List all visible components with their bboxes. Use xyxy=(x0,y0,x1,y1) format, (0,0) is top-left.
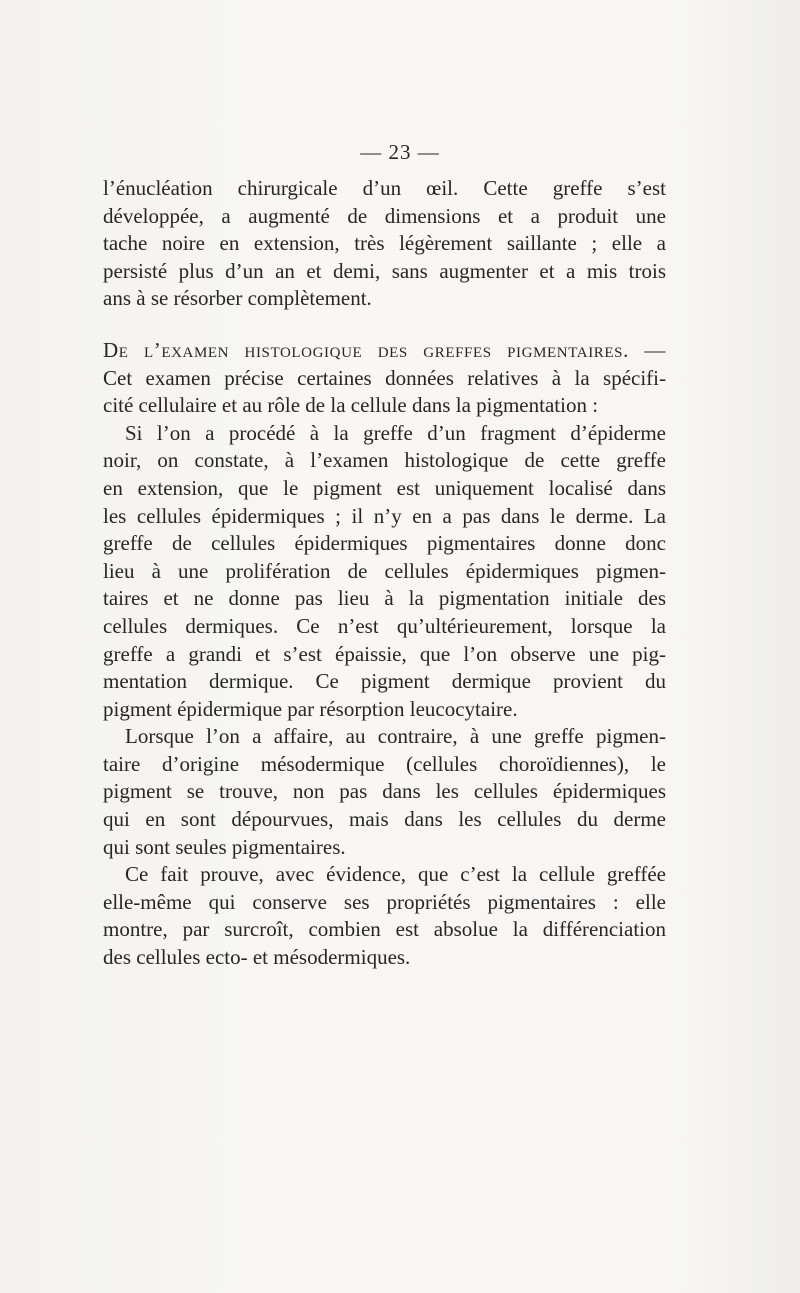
text-line: ans à se résorber complètement. xyxy=(103,286,372,311)
text-line: greffe de cellules épidermiques pigmentaires donne donc xyxy=(103,531,666,556)
text-line: pigment épidermique par résorption leucocytaire. xyxy=(103,696,518,721)
text-line: pigment se trouve, non pas dans les cellules épidermiques xyxy=(103,779,666,804)
text-line: Lorsque l’on a affaire, au contraire, à une greffe pigmen- xyxy=(125,724,666,749)
text-line: cité cellulaire et au rôle de la cellule dans la pigmentation : xyxy=(103,393,599,418)
text-line: lieu à une prolifération de cellules épidermiques pigmen- xyxy=(103,558,666,583)
text-line: taire d’origine mésodermique (cellules choroïdiennes), le xyxy=(103,751,666,776)
paragraph-5 xyxy=(103,861,666,971)
text-line: des cellules ecto- et mésodermiques. xyxy=(103,945,411,970)
paragraph-1 xyxy=(103,175,666,313)
paragraph-3 xyxy=(103,420,666,724)
text-line: Cet examen précise certaines données relatives à la spécifi- xyxy=(103,365,666,390)
text-line: Ce fait prouve, avec évidence, que c’est la cellule greffée xyxy=(125,862,666,887)
text-line: les cellules épidermiques ; il n’y en a pas dans le derme. La xyxy=(103,503,666,528)
text-line: développée, a augmenté de dimensions et a produit une xyxy=(103,203,666,228)
text-line: cellules dermiques. Ce n’est qu’ultérieurement, lorsque la xyxy=(103,613,666,638)
text-line: qui sont seules pigmentaires. xyxy=(103,834,346,859)
text-line: tache noire en extension, très légèrement saillante ; elle a xyxy=(103,231,666,256)
text-line: qui en sont dépourvues, mais dans les cellules du derme xyxy=(103,807,666,832)
text-line: greffe a grandi et s’est épaissie, que l’on observe une pig- xyxy=(103,641,666,666)
text-line: taires et ne donne pas lieu à la pigmentation initiale des xyxy=(103,586,666,611)
page-number: — 23 — xyxy=(360,140,440,164)
text-line: l’énucléation chirurgicale d’un œil. Cette greffe s’est xyxy=(103,176,666,200)
text-line: montre, par surcroît, combien est absolue la différenciation xyxy=(103,917,666,942)
paragraph-4 xyxy=(103,723,666,861)
text-line: elle-même qui conserve ses propriétés pigmentaires : elle xyxy=(103,889,666,914)
text-line: persisté plus d’un an et demi, sans augmenter et a mis trois xyxy=(103,258,666,283)
text-line: mentation dermique. Ce pigment dermique provient du xyxy=(103,669,666,694)
text-line: Si l’on a procédé à la greffe d’un fragment d’épiderme xyxy=(125,420,666,445)
body-text xyxy=(103,175,666,972)
text-line: en extension, que le pigment est uniquement localisé dans xyxy=(103,475,666,500)
paragraph-2 xyxy=(103,337,666,420)
text-line: noir, on constate, à l’examen histologique de cette greffe xyxy=(103,448,666,473)
section-heading: De l’examen histologique des greffes pigmentaires. — xyxy=(103,337,666,362)
